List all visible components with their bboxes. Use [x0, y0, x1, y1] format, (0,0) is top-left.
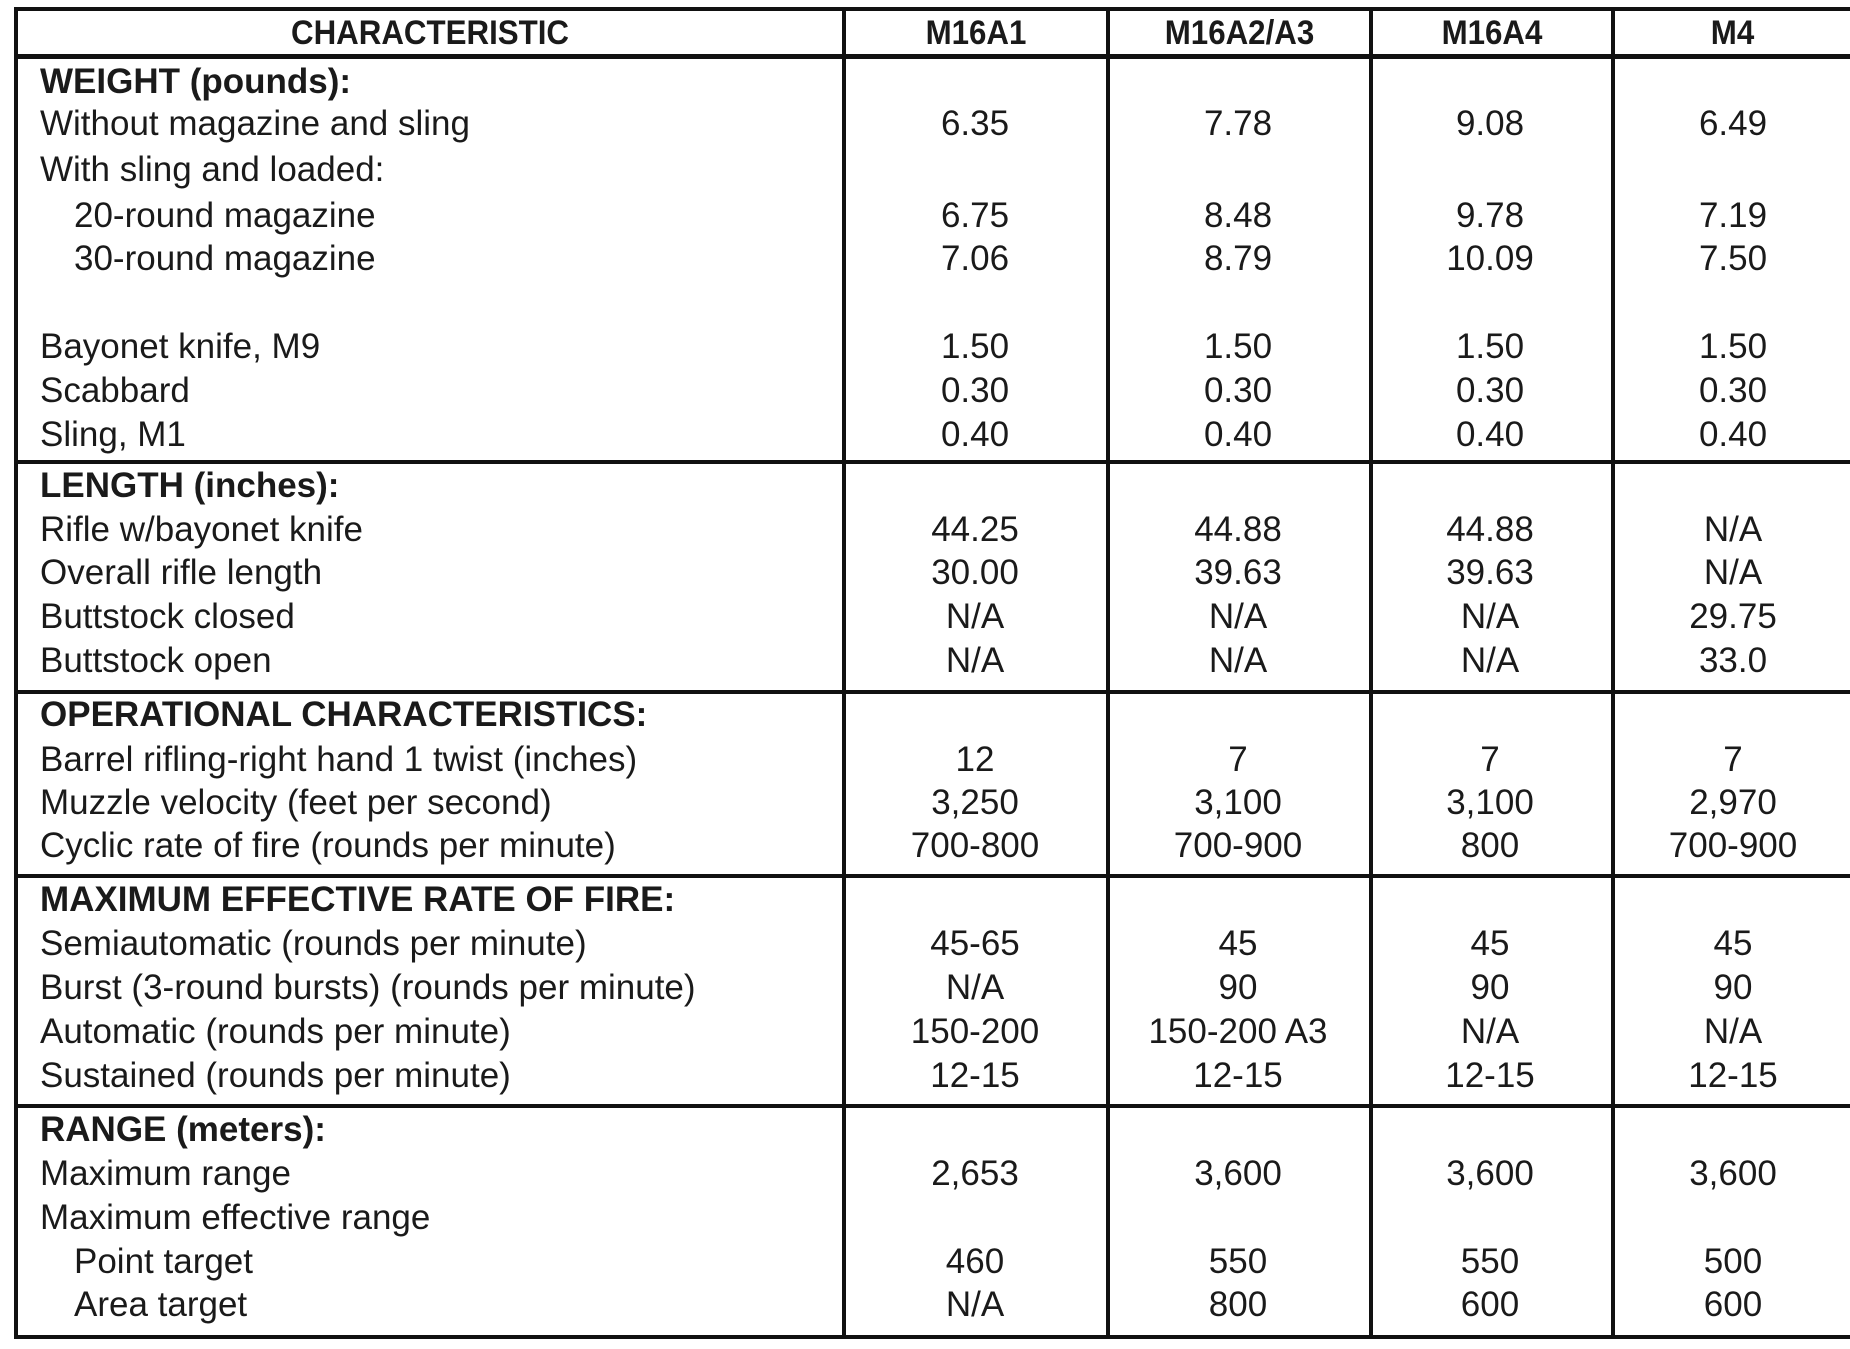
row-label: Sustained (rounds per minute)	[40, 1056, 511, 1095]
value-cell: 0.40	[940, 415, 1010, 454]
value-cell: 3,600	[1194, 1154, 1282, 1193]
value-cell: N/A	[1460, 641, 1520, 680]
value-cell: 3,100	[1446, 783, 1534, 822]
value-cell: 45	[1218, 924, 1258, 963]
row-label: Point target	[74, 1242, 253, 1281]
value-cell: 33.0	[1698, 641, 1768, 680]
row-label: 20-round magazine	[74, 196, 376, 235]
value-cell: 0.40	[1698, 415, 1768, 454]
column-divider-1	[842, 7, 846, 1339]
value-cell: 45-65	[930, 924, 1020, 963]
table-bottom-border	[16, 1335, 1850, 1339]
value-cell: 150-200	[910, 1012, 1040, 1051]
value-cell: 3,250	[931, 783, 1019, 822]
value-cell: 3,100	[1194, 783, 1282, 822]
value-cell: 700-900	[1668, 826, 1798, 865]
value-cell: 12-15	[1688, 1056, 1778, 1095]
value-cell: 0.40	[1455, 415, 1525, 454]
value-cell: 150-200 A3	[1148, 1012, 1328, 1051]
value-cell: 39.63	[1194, 553, 1282, 592]
value-cell: 6.35	[940, 104, 1010, 143]
value-cell: 12-15	[1193, 1056, 1283, 1095]
row-label: Burst (3-round bursts) (rounds per minute)	[40, 968, 696, 1007]
row-label: Area target	[74, 1285, 248, 1324]
value-cell: 1.50	[940, 327, 1010, 366]
value-cell: 90	[1470, 968, 1510, 1007]
value-cell: 700-900	[1173, 826, 1303, 865]
value-cell: 0.40	[1203, 415, 1273, 454]
value-cell: 30.00	[931, 553, 1019, 592]
value-cell: 29.75	[1689, 597, 1777, 636]
row-label: Maximum range	[40, 1154, 291, 1193]
value-cell: 39.63	[1446, 553, 1534, 592]
row-label: Scabbard	[40, 371, 190, 410]
value-cell: N/A	[945, 597, 1005, 636]
row-label: Buttstock closed	[40, 597, 295, 636]
value-cell: N/A	[945, 641, 1005, 680]
section-title-max-effective-rate: MAXIMUM EFFECTIVE RATE OF FIRE:	[40, 880, 676, 919]
value-cell: 600	[1460, 1285, 1520, 1324]
value-cell: 90	[1713, 968, 1753, 1007]
row-label: Bayonet knife, M9	[40, 327, 321, 366]
value-cell: 7	[1480, 740, 1500, 779]
value-cell: 12	[955, 740, 995, 779]
value-cell: 7.50	[1698, 239, 1768, 278]
value-cell: N/A	[1460, 1012, 1520, 1051]
value-cell: N/A	[1703, 1012, 1763, 1051]
row-label: Rifle w/bayonet knife	[40, 510, 363, 549]
table-left-border	[14, 7, 18, 1339]
row-label: Automatic (rounds per minute)	[40, 1012, 511, 1051]
value-cell: 550	[1460, 1242, 1520, 1281]
column-divider-2	[1106, 7, 1110, 1339]
value-cell: 550	[1208, 1242, 1268, 1281]
value-cell: 9.08	[1455, 104, 1525, 143]
value-cell: 12-15	[1445, 1056, 1535, 1095]
value-cell: 2,970	[1689, 783, 1777, 822]
value-cell: 800	[1460, 826, 1520, 865]
value-cell: N/A	[945, 1285, 1005, 1324]
value-cell: 600	[1703, 1285, 1763, 1324]
value-cell: 12-15	[930, 1056, 1020, 1095]
section-title-range: RANGE (meters):	[40, 1110, 326, 1149]
value-cell: 2,653	[931, 1154, 1019, 1193]
value-cell: 1.50	[1455, 327, 1525, 366]
value-cell: 500	[1703, 1242, 1763, 1281]
value-cell: 44.88	[1446, 510, 1534, 549]
value-cell: 0.30	[1203, 371, 1273, 410]
value-cell: 6.75	[940, 196, 1010, 235]
value-cell: 3,600	[1446, 1154, 1534, 1193]
value-cell: 0.30	[940, 371, 1010, 410]
value-cell: 7	[1723, 740, 1743, 779]
value-cell: 1.50	[1698, 327, 1768, 366]
row-label: With sling and loaded:	[40, 150, 385, 189]
value-cell: N/A	[1703, 510, 1763, 549]
value-cell: N/A	[945, 968, 1005, 1007]
value-cell: 45	[1470, 924, 1510, 963]
value-cell: 7.06	[940, 239, 1010, 278]
row-label: 30-round magazine	[74, 239, 376, 278]
value-cell: 700-800	[910, 826, 1040, 865]
value-cell: 44.25	[931, 510, 1019, 549]
header-m4: M4	[1710, 13, 1755, 52]
section-title-operational: OPERATIONAL CHARACTERISTICS:	[40, 695, 648, 734]
row-label: Muzzle velocity (feet per second)	[40, 783, 552, 822]
value-cell: 10.09	[1446, 239, 1534, 278]
row-label: Sling, M1	[40, 415, 186, 454]
value-cell: 9.78	[1455, 196, 1525, 235]
value-cell: 8.48	[1203, 196, 1273, 235]
value-cell: 44.88	[1194, 510, 1282, 549]
row-label: Barrel rifling-right hand 1 twist (inches)	[40, 740, 638, 779]
header-m16a2-a3: M16A2/A3	[1164, 13, 1315, 52]
value-cell: 7	[1228, 740, 1248, 779]
value-cell: 8.79	[1203, 239, 1273, 278]
row-label: Cyclic rate of fire (rounds per minute)	[40, 826, 616, 865]
value-cell: N/A	[1703, 553, 1763, 592]
value-cell: 7.78	[1203, 104, 1273, 143]
value-cell: 0.30	[1455, 371, 1525, 410]
header-m16a1: M16A1	[925, 13, 1027, 52]
value-cell: 3,600	[1689, 1154, 1777, 1193]
row-label: Overall rifle length	[40, 553, 323, 592]
value-cell: 0.30	[1698, 371, 1768, 410]
value-cell: 45	[1713, 924, 1753, 963]
value-cell: 90	[1218, 968, 1258, 1007]
row-label: Buttstock open	[40, 641, 272, 680]
section-title-weight: WEIGHT (pounds):	[40, 62, 352, 101]
value-cell: N/A	[1208, 597, 1268, 636]
row-label: Semiautomatic (rounds per minute)	[40, 924, 587, 963]
header-m16a4: M16A4	[1441, 13, 1543, 52]
value-cell: N/A	[1460, 597, 1520, 636]
value-cell: 1.50	[1203, 327, 1273, 366]
value-cell: 800	[1208, 1285, 1268, 1324]
section-title-length: LENGTH (inches):	[40, 466, 340, 505]
value-cell: 7.19	[1698, 196, 1768, 235]
value-cell: N/A	[1208, 641, 1268, 680]
row-label: Maximum effective range	[40, 1198, 431, 1237]
value-cell: 460	[945, 1242, 1005, 1281]
value-cell: 6.49	[1698, 104, 1768, 143]
header-characteristic: CHARACTERISTIC	[290, 13, 570, 52]
row-label: Without magazine and sling	[40, 104, 470, 143]
